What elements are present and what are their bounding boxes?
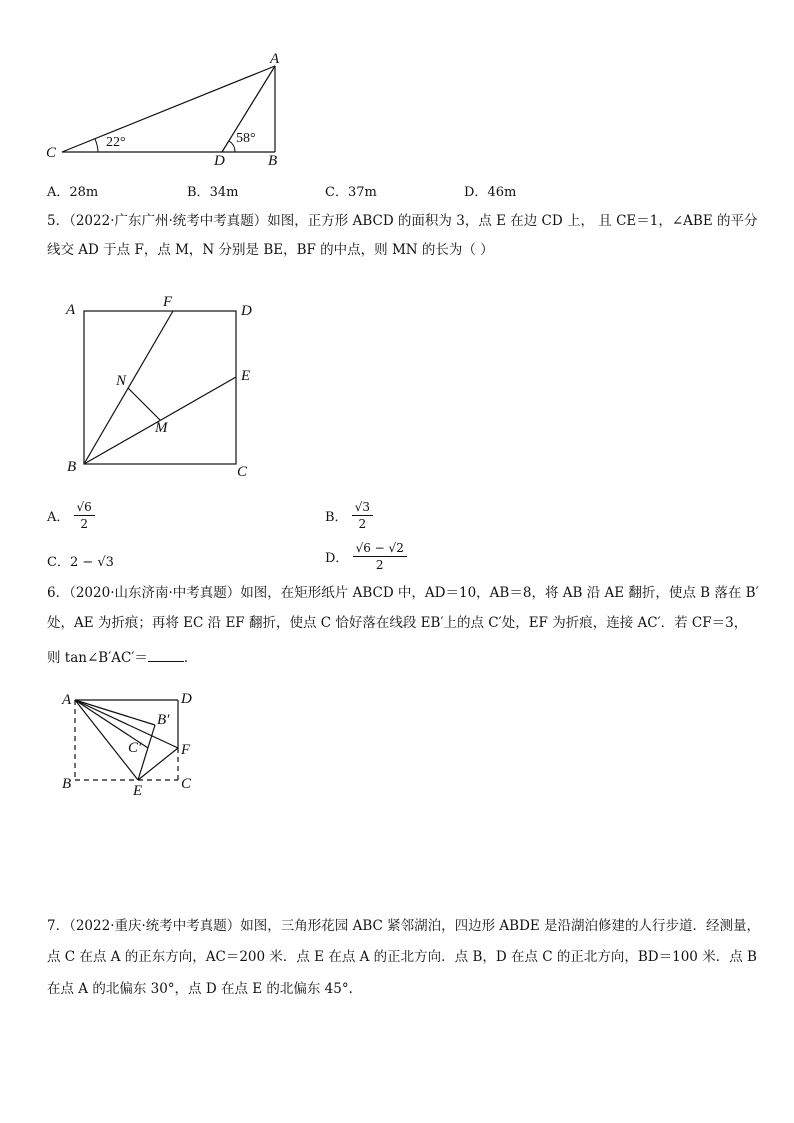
label-a: A (270, 51, 280, 67)
q7-text-line2: 点 C 在点 A 的正东方向，AC＝200 米．点 E 在点 A 的正北方向．点 B，D 在点 C 的正北方向，BD＝100 米．点 B (47, 949, 757, 965)
answer-blank[interactable] (148, 649, 184, 662)
q5-option-c[interactable]: C．2 − √3 (47, 555, 114, 570)
label-b-prime: B′ (157, 712, 170, 728)
label-c-prime: C′ (128, 740, 142, 756)
square-diagram (0, 290, 794, 490)
fraction: $\frac{√6}{2}$ (74, 500, 95, 531)
label-a: A (66, 302, 76, 318)
q4-option-d[interactable]: D．46m (464, 185, 517, 200)
label-b: B (67, 459, 77, 475)
label-b: B (268, 153, 278, 169)
fraction: $\frac{√6 - √2}{2}$ (353, 541, 407, 572)
label-c: C (181, 776, 192, 792)
q6-text-line3: 则 tan∠B′AC′＝ ． (47, 650, 198, 666)
angle-arc-c (95, 139, 98, 152)
label-d: D (181, 691, 192, 707)
figure-square-abcd (0, 290, 794, 490)
q4-option-b[interactable]: B．34m (187, 185, 239, 200)
segment-abp (75, 700, 155, 725)
label-f: F (181, 742, 191, 758)
label-n: N (116, 373, 127, 389)
q5-option-a[interactable]: A． $\frac{√6}{2}$ (47, 500, 95, 531)
label-e: E (241, 368, 251, 384)
q5-option-b[interactable]: B． $\frac{√3}{2}$ (325, 500, 373, 531)
label-f: F (163, 294, 173, 310)
q7-text-line1: 7．（2022·重庆·统考中考真题）如图，三角形花园 ABC 紧邻湖泊，四边形 ABDE 是沿湖泊修建的人行步道．经测量， (47, 918, 761, 934)
label-m: M (155, 420, 168, 436)
fraction: $\frac{√3}{2}$ (352, 500, 373, 531)
q7-text-line3: 在点 A 的北偏东 30°，点 D 在点 E 的北偏东 45°． (47, 981, 363, 997)
label-d: D (241, 303, 252, 319)
q4-option-a[interactable]: A．28m (47, 185, 99, 200)
angle-d-value: 58° (236, 131, 256, 146)
label-c: C (46, 145, 57, 161)
q5-option-d[interactable]: D． $\frac{√6 - √2}{2}$ (325, 541, 407, 572)
q6-text-line1: 6．（2020·山东济南·中考真题）如图，在矩形纸片 ABCD 中，AD＝10，AB＝8，将 AB 沿 AE 翻折，使点 B 落在 B′ (47, 585, 759, 601)
q6-text-line2: 处，AE 为折痕；再将 EC 沿 EF 翻折，使点 C 恰好落在线段 EB′上的点 C′处，EF 为折痕，连接 AC′．若 CF＝3， (47, 615, 748, 631)
segment-bf (84, 311, 173, 464)
label-e: E (133, 783, 143, 799)
figure-rectangle-fold (0, 685, 794, 799)
label-b: B (62, 776, 72, 792)
q4-option-c[interactable]: C．37m (325, 185, 377, 200)
label-a: A (62, 692, 72, 708)
fold-diagram (0, 685, 794, 795)
label-d: D (214, 153, 225, 169)
angle-c-value: 22° (106, 135, 126, 150)
q5-text-line1: 5．（2022·广东广州·统考中考真题）如图，正方形 ABCD 的面积为 3，点 E 在边 CD 上， 且 CE＝1，∠ABE 的平分 (47, 213, 758, 229)
figure-triangle-acb (0, 0, 794, 175)
segment-mn (128, 388, 160, 420)
q5-text-line2: 线交 AD 于点 F，点 M，N 分别是 BE，BF 的中点，则 MN 的长为（ ） (47, 242, 494, 258)
label-c: C (237, 464, 248, 480)
segment-ef (138, 748, 178, 780)
angle-arc-d (229, 141, 235, 152)
